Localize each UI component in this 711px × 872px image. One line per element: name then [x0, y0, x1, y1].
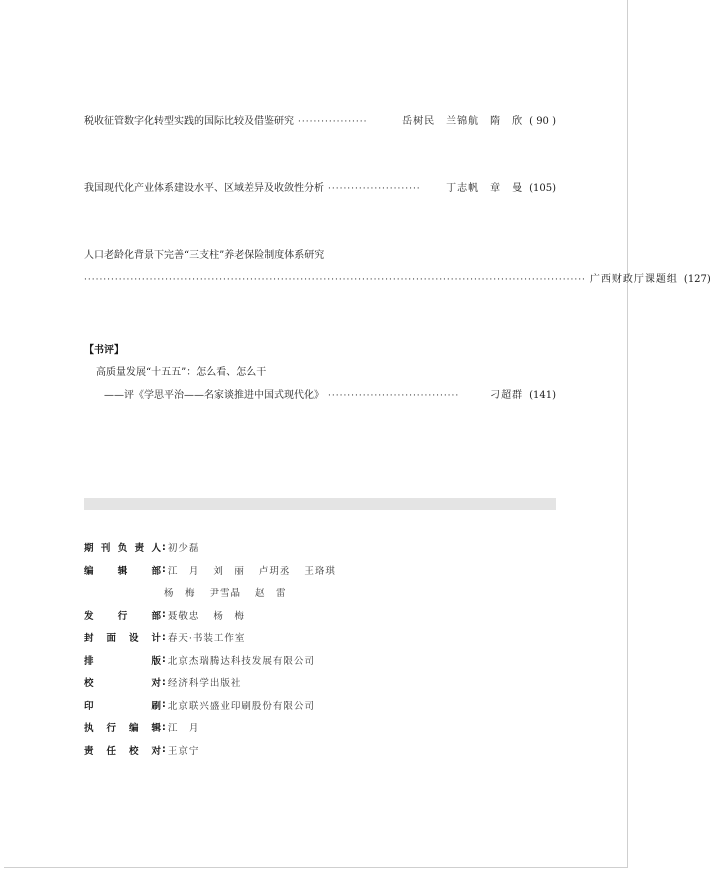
toc-entry-page: (105): [529, 183, 556, 194]
toc-entry-authors: 丁志帆 章 曼: [446, 183, 524, 194]
credit-row: [84, 581, 336, 604]
credit-row: [84, 716, 336, 739]
journal-page: [4, 0, 711, 868]
credit-label: 执 行 编 辑: [84, 723, 161, 735]
credit-row: [84, 671, 336, 694]
toc-entry-title: 税收征管数字化转型实践的国际比较及借鉴研究: [84, 116, 294, 127]
toc-entry-title: 人口老龄化背景下完善“三支柱”养老保险制度体系研究: [84, 250, 325, 261]
credit-value: 王京宁: [167, 745, 200, 757]
credit-row: [84, 649, 336, 672]
book-review-subtitle-row[interactable]: [104, 386, 556, 401]
book-review-title[interactable]: 高质量发展“十五五”：怎么看、怎么干: [96, 367, 267, 378]
credit-row: [84, 604, 336, 627]
credit-value: 杨 梅 尹雪晶 赵 雷: [164, 588, 287, 600]
toc-entry-title: 我国现代化产业体系建设水平、区域差异及收敛性分析: [84, 183, 324, 194]
credit-label: 印 刷: [84, 700, 161, 712]
credit-value: 春天·书装工作室: [167, 633, 246, 645]
credit-label: 期 刊 负 责 人: [84, 543, 161, 555]
credit-value: 初少磊: [167, 543, 200, 555]
toc-entry-authors: 广西财政厅课题组: [589, 274, 678, 285]
credit-label: 排 版: [84, 655, 161, 667]
credit-row: [84, 536, 336, 559]
credit-colon: :: [162, 609, 166, 621]
credit-value: 北京杰瑞腾达科技发展有限公司: [167, 655, 315, 667]
credit-colon: :: [162, 564, 166, 576]
credit-label: 发 行 部: [84, 610, 161, 622]
credit-value: 江 月: [167, 723, 200, 735]
credit-value: 北京联兴盛业印刷股份有限公司: [167, 700, 315, 712]
credit-row: [84, 559, 336, 582]
credit-colon: :: [162, 541, 166, 553]
credit-value: 聂敬忠 杨 梅: [167, 610, 245, 622]
credit-colon: :: [162, 676, 166, 688]
credit-colon: :: [162, 631, 166, 643]
credit-row: [84, 694, 336, 717]
credit-label: 编 辑 部: [84, 565, 161, 577]
credit-value: 江 月 刘 丽 卢玥丞 王珞琪: [167, 565, 336, 577]
credit-label: 校 对: [84, 678, 161, 690]
credit-row: [84, 739, 336, 762]
toc-entry-page: ( 90 ): [529, 116, 556, 127]
book-review-page: (141): [529, 390, 556, 401]
credit-colon: :: [162, 654, 166, 666]
book-review-author: 刁超群: [490, 390, 524, 401]
credit-colon: :: [162, 721, 166, 733]
toc-leader-dots: ··································: [328, 391, 460, 401]
divider-bar: [84, 498, 556, 510]
toc-leader-dots: ··················: [298, 117, 368, 127]
toc-entry[interactable]: [84, 182, 556, 196]
credit-label: 封 面 设 计: [84, 633, 161, 645]
toc-entry-page: (127): [683, 274, 711, 285]
credit-row: [84, 626, 336, 649]
credit-label: 责 任 校 对: [84, 745, 161, 757]
section-heading-book-review: 【书评】: [84, 345, 124, 356]
credit-colon: :: [162, 744, 166, 756]
toc-entry-authors: 岳树民 兰锦航 隋 欣: [402, 116, 524, 127]
book-review-subtitle: ——评《学思平治——名家谈推进中国式现代化》: [104, 390, 324, 401]
toc-entry[interactable]: [84, 249, 711, 287]
masthead-credits: [84, 536, 336, 761]
credit-colon: :: [162, 699, 166, 711]
toc-leader-dots: ··································································································································: [84, 275, 586, 285]
toc-leader-dots: ························: [328, 184, 421, 194]
toc-entry[interactable]: [84, 115, 556, 129]
credit-value: 经济科学出版社: [167, 678, 242, 690]
